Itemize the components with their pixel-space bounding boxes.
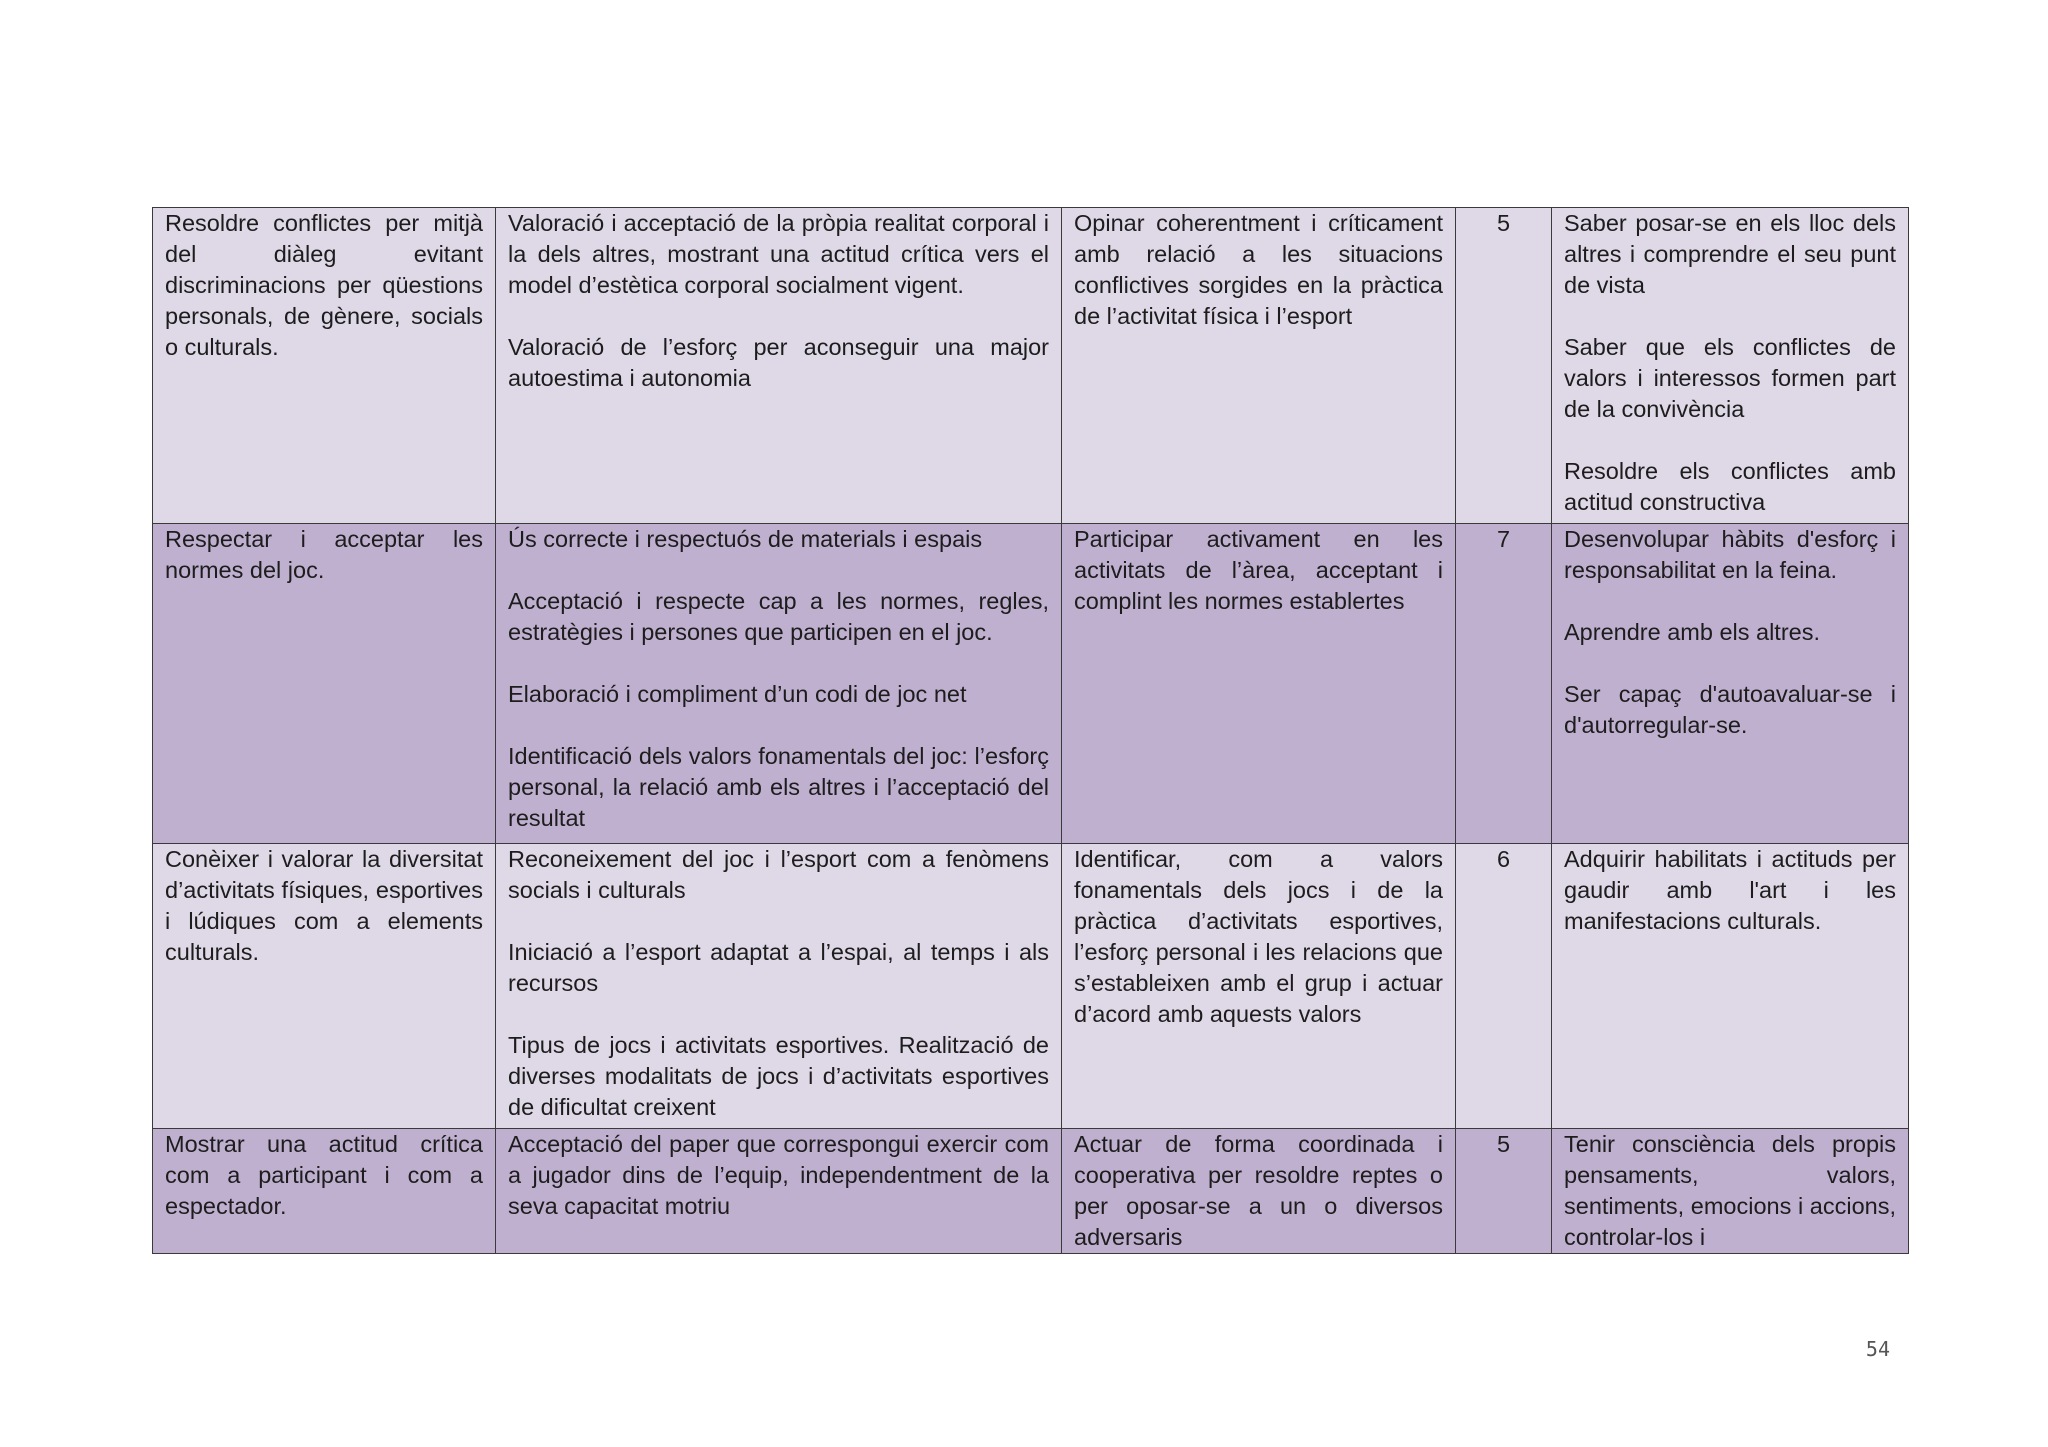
criteria-text: Opinar coherentment i críticament amb relació a les situacions conflictives sorgides en la pràctica de l’activitat física i l’esport bbox=[1074, 210, 1443, 329]
objective-cell bbox=[153, 844, 496, 1129]
contents-cell bbox=[496, 524, 1062, 844]
competence-paragraph: Aprendre amb els altres. bbox=[1564, 619, 1821, 645]
criteria-cell bbox=[1062, 208, 1456, 524]
table-row bbox=[153, 1129, 1909, 1254]
objective-cell bbox=[153, 524, 496, 844]
objective-text: Respectar i acceptar les normes del joc. bbox=[165, 526, 483, 583]
criteria-text: Actuar de forma coordinada i cooperativa per resoldre reptes o per oposar-se a un o diversos adversaris bbox=[1074, 1131, 1443, 1250]
criteria-cell bbox=[1062, 844, 1456, 1129]
competences-cell bbox=[1552, 1129, 1909, 1254]
number-cell bbox=[1456, 524, 1552, 844]
number-text: 6 bbox=[1496, 846, 1511, 872]
objective-text: Conèixer i valorar la diversitat d’activitats físiques, esportives i lúdiques com a elements culturals. bbox=[165, 846, 483, 965]
content-paragraph: Ús correcte i respectuós de materials i espais bbox=[508, 526, 983, 552]
competences-cell bbox=[1552, 844, 1909, 1129]
content-paragraph: Iniciació a l’esport adaptat a l’espai, al temps i als recursos bbox=[508, 939, 1049, 996]
content-paragraph: Elaboració i compliment d’un codi de joc net bbox=[508, 681, 967, 707]
content-paragraph: Identificació dels valors fonamentals del joc: l’esforç personal, la relació amb els altres i l’acceptació del resultat bbox=[508, 743, 1049, 831]
content-paragraph: Acceptació i respecte cap a les normes, regles, estratègies i persones que participen en el joc. bbox=[508, 588, 1049, 645]
competences-cell bbox=[1552, 208, 1909, 524]
competence-paragraph: Desenvolupar hàbits d'esforç i responsabilitat en la feina. bbox=[1564, 526, 1896, 583]
table-row bbox=[153, 844, 1909, 1129]
competence-paragraph: Adquirir habilitats i actituds per gaudir amb l'art i les manifestacions culturals. bbox=[1564, 846, 1896, 934]
competence-paragraph: Ser capaç d'autoavaluar-se i d'autorregular-se. bbox=[1564, 681, 1896, 738]
competence-paragraph: Resoldre els conflictes amb actitud constructiva bbox=[1564, 458, 1896, 515]
content-paragraph: Reconeixement del joc i l’esport com a fenòmens socials i culturals bbox=[508, 846, 1049, 903]
number-cell bbox=[1456, 844, 1552, 1129]
criteria-text: Identificar, com a valors fonamentals dels jocs i de la pràctica d’activitats esportives, l’esforç personal i les relacions que s’estableixen amb el grup i actuar d’acord amb aquests valors bbox=[1074, 846, 1443, 1027]
number-text: 7 bbox=[1496, 526, 1511, 552]
criteria-text: Participar activament en les activitats de l’àrea, acceptant i complint les normes establertes bbox=[1074, 526, 1443, 614]
contents-cell bbox=[496, 844, 1062, 1129]
content-paragraph: Acceptació del paper que correspongui exercir com a jugador dins de l’equip, independentment de la seva capacitat motriu bbox=[508, 1131, 1049, 1219]
table-row bbox=[153, 524, 1909, 844]
competence-paragraph: Saber posar-se en els lloc dels altres i comprendre el seu punt de vista bbox=[1564, 210, 1896, 298]
objective-text: Resoldre conflictes per mitjà del diàleg evitant discriminacions per qüestions personals, de gènere, socials o culturals. bbox=[165, 210, 483, 360]
competence-paragraph: Saber que els conflictes de valors i interessos formen part de la convivència bbox=[1564, 334, 1896, 422]
curriculum-table bbox=[152, 207, 1909, 1254]
competence-paragraph: Tenir consciència dels propis pensaments, valors, sentiments, emocions i accions, controlar-los i bbox=[1564, 1131, 1896, 1250]
number-text: 5 bbox=[1496, 1131, 1511, 1157]
content-paragraph: Valoració i acceptació de la pròpia realitat corporal i la dels altres, mostrant una actitud crítica vers el model d’estètica corporal socialment vigent. bbox=[508, 210, 1049, 298]
competences-cell bbox=[1552, 524, 1909, 844]
content-paragraph: Valoració de l’esforç per aconseguir una major autoestima i autonomia bbox=[508, 334, 1049, 391]
table-row bbox=[153, 208, 1909, 524]
criteria-cell bbox=[1062, 524, 1456, 844]
page-number: 54 bbox=[1865, 1337, 1890, 1361]
number-text: 5 bbox=[1496, 210, 1511, 236]
contents-cell bbox=[496, 208, 1062, 524]
objective-cell bbox=[153, 208, 496, 524]
objective-cell bbox=[153, 1129, 496, 1254]
content-paragraph: Tipus de jocs i activitats esportives. Realització de diverses modalitats de jocs i d’activitats esportives de dificultat creixent bbox=[508, 1032, 1049, 1120]
criteria-cell bbox=[1062, 1129, 1456, 1254]
number-cell bbox=[1456, 208, 1552, 524]
objective-text: Mostrar una actitud crítica com a participant i com a espectador. bbox=[165, 1131, 483, 1219]
contents-cell bbox=[496, 1129, 1062, 1254]
number-cell bbox=[1456, 1129, 1552, 1254]
